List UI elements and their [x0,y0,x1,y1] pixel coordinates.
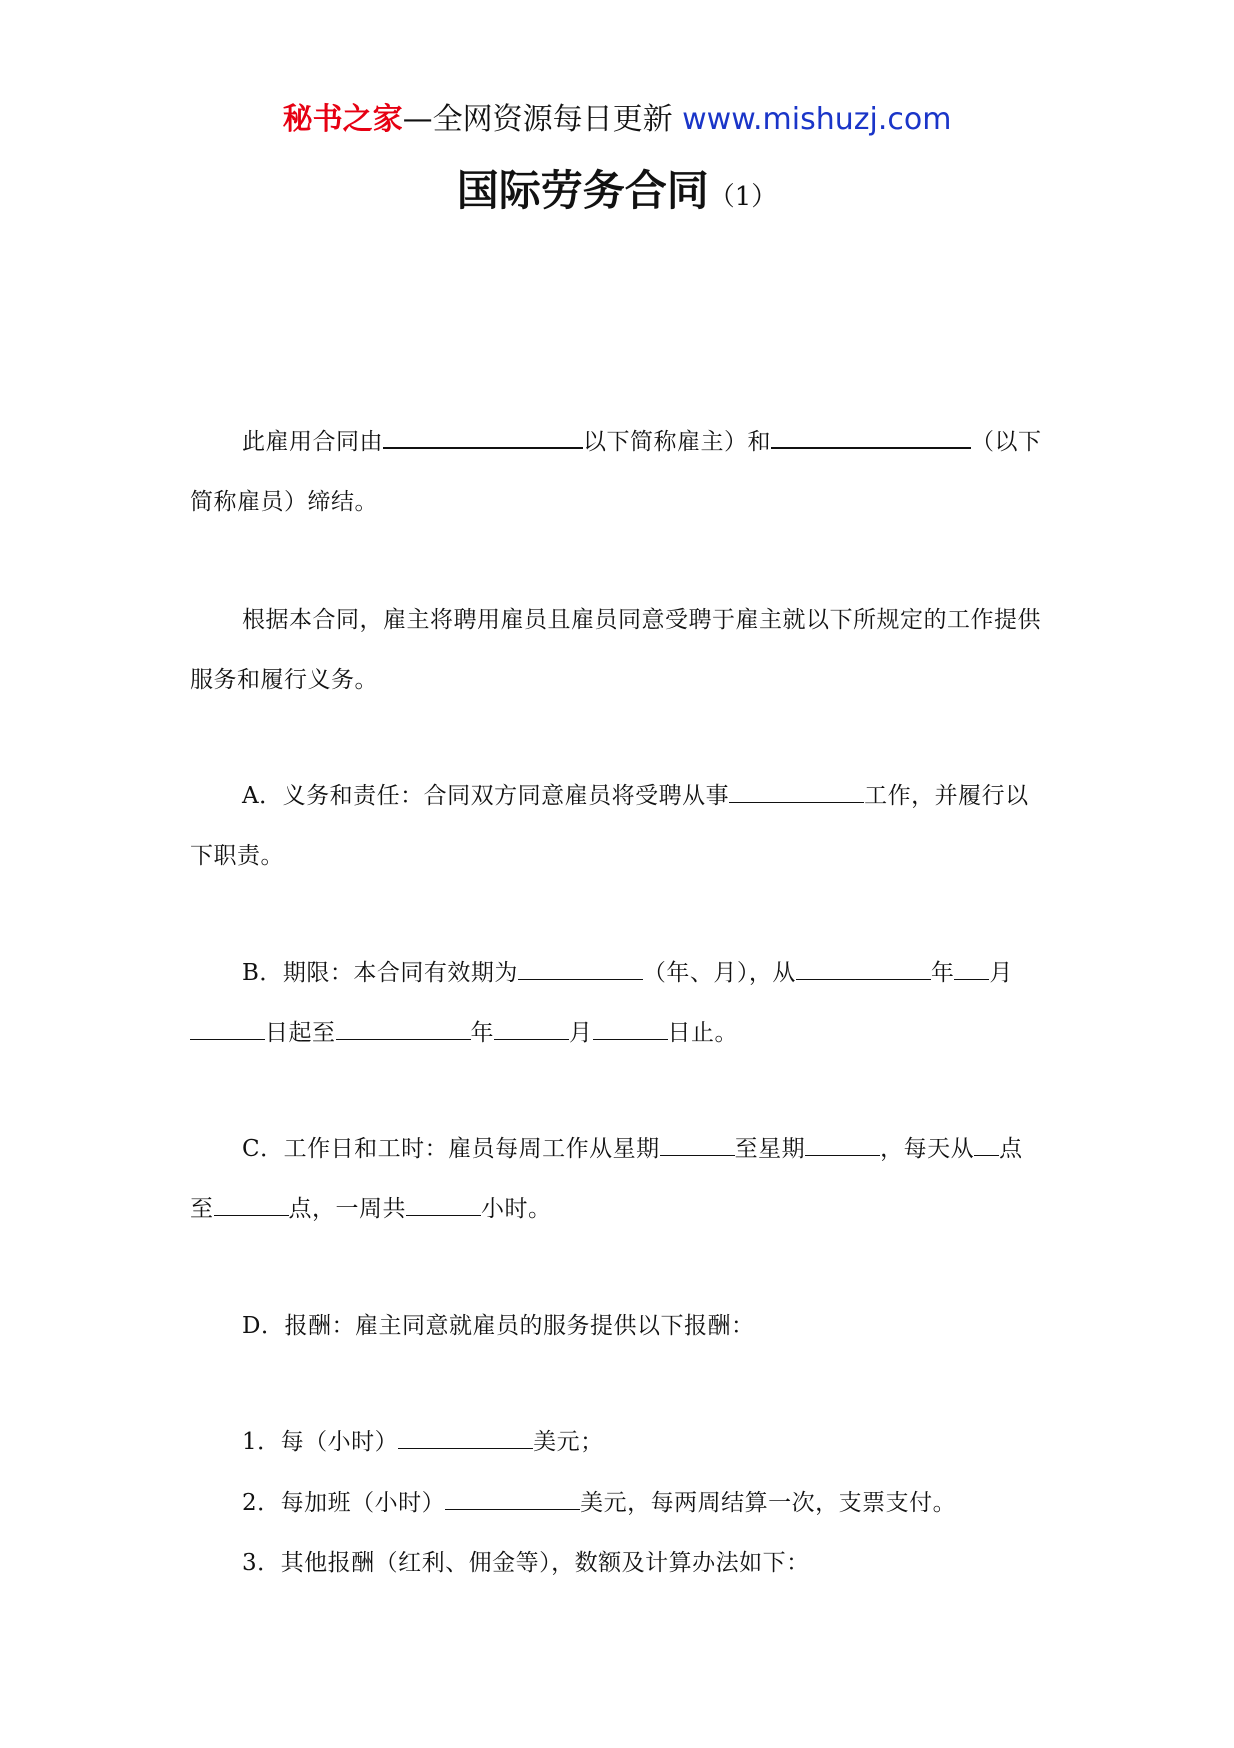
brand-tagline: —全网资源每日更新 [402,102,673,137]
pay-item-1-text-1: 1．每（小时） [242,1429,399,1455]
document-title [0,158,1234,218]
start-year-blank[interactable] [796,957,931,980]
end-weekday-blank[interactable] [805,1133,880,1156]
end-hour-blank[interactable] [214,1193,289,1216]
clause-b-text-8: 日止。 [667,1020,738,1046]
pay-item-2-text-2: 美元，每两周结算一次，支票支付。 [580,1490,957,1516]
employer-name-blank[interactable] [383,425,583,449]
header-banner [0,100,1234,140]
pay-item-1 [242,1412,1042,1472]
clause-c-text-6: 小时。 [481,1196,552,1222]
employee-name-blank[interactable] [771,425,971,449]
clause-c-text-2: 至星期 [734,1136,806,1162]
start-hour-blank[interactable] [974,1133,999,1156]
pay-item-3-text: 3．其他报酬（红利、佣金等），数额及计算办法如下： [242,1550,810,1576]
brand-name: 秘书之家 [282,102,403,137]
intro-text-1: 此雇用合同由 [242,429,383,455]
title-main: 国际劳务合同 [456,166,709,215]
clause-a-text-2: 工作，并履行以下职责。 [190,783,1029,869]
end-month-blank[interactable] [494,1017,569,1040]
clause-c-text-4: 点至 [190,1136,1023,1222]
pay-item-2 [242,1473,1042,1533]
clause-b-text-7: 月 [569,1020,593,1046]
pay-item-1-text-2: 美元； [533,1429,604,1455]
basis-paragraph [190,590,1042,710]
clause-d-paragraph [190,1296,1042,1356]
clause-c-text-1: C．工作日和工时：雇员每周工作从星期 [242,1136,660,1162]
pay-item-3 [242,1533,1042,1593]
weekly-hours-blank[interactable] [406,1193,481,1216]
intro-paragraph [190,412,1042,532]
clause-c-text-5: 点，一周共 [288,1196,406,1222]
pay-item-2-text-1: 2．每加班（小时） [242,1490,446,1516]
clause-b-text-4: 月 [989,960,1013,986]
intro-text-3: （以下简称雇员）缔结。 [190,429,1042,515]
clause-b-paragraph [190,943,1042,1063]
clause-d-text: D．报酬：雇主同意就雇员的服务提供以下报酬： [242,1313,755,1339]
clause-a-paragraph [190,766,1042,886]
overtime-rate-blank[interactable] [445,1487,580,1510]
start-day-blank[interactable] [190,1017,265,1040]
clause-c-text-3: ，每天从 [880,1136,975,1162]
end-day-blank[interactable] [593,1017,668,1040]
clause-a-text-1: A．义务和责任：合同双方同意雇员将受聘从事 [242,783,730,809]
clause-b-text-1: B．期限：本合同有效期为 [242,960,518,986]
site-url-link[interactable]: www.mishuzj.com [682,102,952,137]
start-month-blank[interactable] [954,957,989,980]
hourly-rate-blank[interactable] [398,1426,533,1449]
job-title-blank[interactable] [729,780,864,803]
intro-text-2: 以下简称雇主）和 [583,429,771,455]
clause-b-text-3: 年 [930,960,955,986]
end-year-blank[interactable] [336,1017,471,1040]
start-weekday-blank[interactable] [660,1133,735,1156]
clause-b-text-5: 日起至 [265,1020,336,1046]
basis-text: 根据本合同，雇主将聘用雇员且雇员同意受聘于雇主就以下所规定的工作提供服务和履行义务。 [190,607,1041,693]
clause-c-paragraph [190,1119,1042,1239]
clause-b-text-6: 年 [470,1020,494,1046]
clause-b-text-2: （年、月），从 [642,960,796,986]
term-length-blank[interactable] [518,957,643,980]
title-number: （1） [708,182,778,212]
